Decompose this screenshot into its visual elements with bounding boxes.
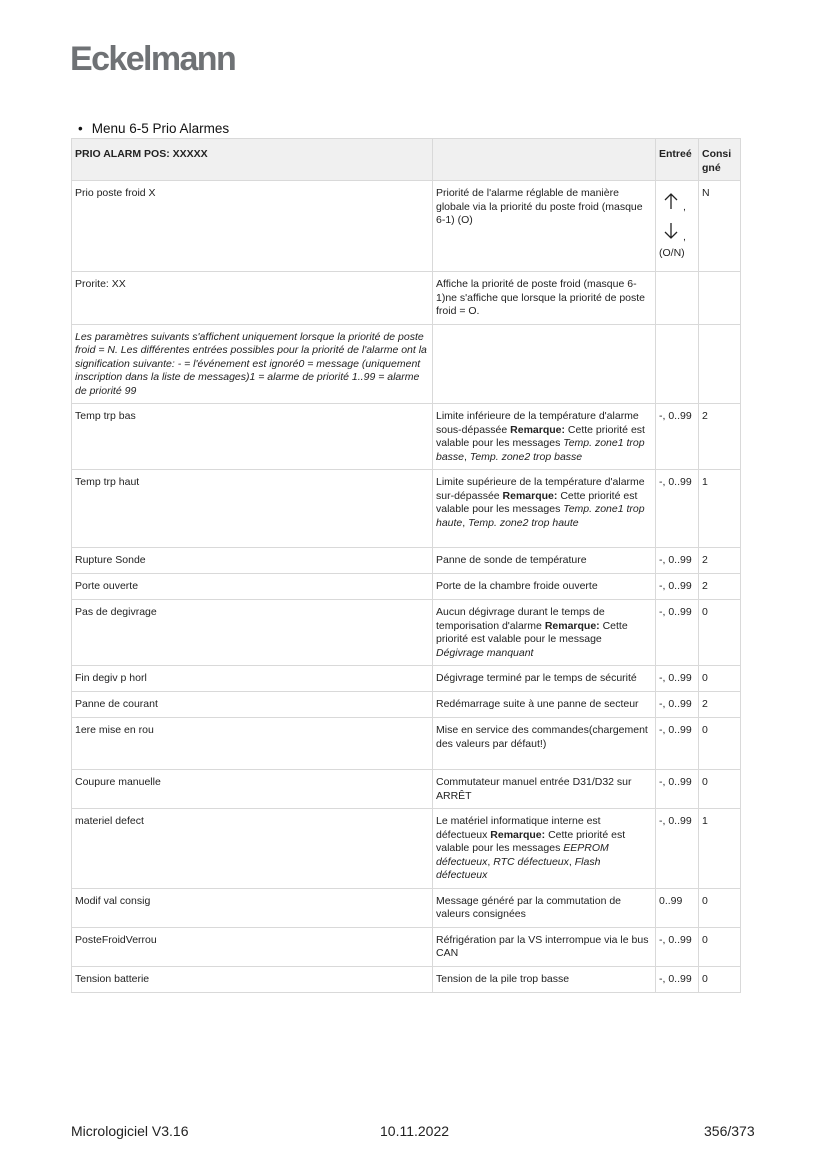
row-entry: -, 0..99 [656, 692, 699, 718]
row-value: 0 [699, 927, 741, 966]
note-blank [656, 324, 699, 404]
table-row [72, 600, 741, 666]
row-description: Message généré par la commutation de valeurs consignées [433, 888, 656, 927]
section-title: Menu 6-5 Prio Alarmes [91, 121, 230, 136]
arrow-up-icon [661, 191, 681, 211]
row-description: Le matériel informatique interne est défectueux Remarque: Cette priorité est valable pour les messages EEPROM défectueux, RTC défectueux, Flash défectueux [433, 809, 656, 889]
row-value: 2 [699, 548, 741, 574]
eckelmann-logo: Eckelmann [70, 40, 236, 78]
row-label: PosteFroidVerrou [72, 927, 433, 966]
row-value: 0 [699, 770, 741, 809]
note-row [72, 324, 741, 404]
row-entry: -, 0..99 [656, 470, 699, 548]
row-description: Mise en service des commandes(chargement des valeurs par défaut!) [433, 718, 656, 770]
note-text: Les paramètres suivants s'affichent uniquement lorsque la priorité de poste froid = N. Les différentes entrées possibles pour la priorité de l'alarme ont la signification suivante: - = l'événement est ignoré0 = message (uniquement inscription dans la liste de messages)1 = alarme de priorité 1..99 = alarme de priorité 99 [72, 324, 433, 404]
row-label: Temp trp haut [72, 470, 433, 548]
row-description: Aucun dégivrage durant le temps de temporisation d'alarme Remarque: Cette priorité est valable pour le message Dégivrage manquant [433, 600, 656, 666]
entry-options: (O/N) [659, 247, 685, 259]
table-row [72, 770, 741, 809]
header-cell-entry: Entreé [656, 139, 699, 181]
entry-separator: , [683, 201, 686, 213]
row-value: 2 [699, 404, 741, 470]
row-entry: -, 0..99 [656, 600, 699, 666]
row-label: Pas de degivrage [72, 600, 433, 666]
row-value: 0 [699, 718, 741, 770]
table-row [72, 404, 741, 470]
row-value: 1 [699, 470, 741, 548]
table-row [72, 927, 741, 966]
row-label: 1ere mise en rou [72, 718, 433, 770]
row-label: Porte ouverte [72, 574, 433, 600]
row-description: Limite inférieure de la température d'alarme sous-dépassée Remarque: Cette priorité est valable pour les messages Temp. zone1 trop basse, Temp. zone2 trop basse [433, 404, 656, 470]
row-label: Rupture Sonde [72, 548, 433, 574]
row-entry: 0..99 [656, 888, 699, 927]
row-value: 0 [699, 600, 741, 666]
row-description: Affiche la priorité de poste froid (masque 6-1)ne s'affiche que lorsque la priorité de poste froid = O. [433, 272, 656, 325]
footer-page-number: 356/373 [704, 1123, 755, 1139]
bullet-dot: • [78, 121, 83, 136]
row-value: 2 [699, 574, 741, 600]
table-row [72, 272, 741, 325]
row-label: Modif val consig [72, 888, 433, 927]
row-entry: -, 0..99 [656, 574, 699, 600]
header-cell-blank [433, 139, 656, 181]
prio-alarm-table [71, 138, 741, 993]
row-label: materiel defect [72, 809, 433, 889]
row-value: 0 [699, 888, 741, 927]
row-entry: -, 0..99 [656, 966, 699, 992]
row-label: Panne de courant [72, 692, 433, 718]
table-header-row [72, 139, 741, 181]
row-entry: -, 0..99 [656, 718, 699, 770]
row-description: Réfrigération par la VS interrompue via le bus CAN [433, 927, 656, 966]
row-entry: -, 0..99 [656, 927, 699, 966]
table-row [72, 666, 741, 692]
table-row [72, 966, 741, 992]
row-label: Temp trp bas [72, 404, 433, 470]
row-entry [656, 181, 699, 272]
arrow-down-icon [661, 221, 681, 241]
note-blank [433, 324, 656, 404]
row-description: Limite supérieure de la température d'alarme sur-dépassée Remarque: Cette priorité est valable pour les messages Temp. zone1 trop haute, Temp. zone2 trop haute [433, 470, 656, 548]
footer-firmware: Micrologiciel V3.16 [71, 1123, 189, 1139]
row-entry: -, 0..99 [656, 770, 699, 809]
row-description: Redémarrage suite à une panne de secteur [433, 692, 656, 718]
row-value: 2 [699, 692, 741, 718]
row-value: 0 [699, 966, 741, 992]
table-row [72, 809, 741, 889]
row-label: Fin degiv p horl [72, 666, 433, 692]
row-description: Commutateur manuel entrée D31/D32 sur ARRÊT [433, 770, 656, 809]
row-description: Panne de sonde de température [433, 548, 656, 574]
row-label: Tension batterie [72, 966, 433, 992]
table-row [72, 718, 741, 770]
row-description: Porte de la chambre froide ouverte [433, 574, 656, 600]
table-row [72, 574, 741, 600]
row-value [699, 272, 741, 325]
row-value: N [699, 181, 741, 272]
table-row [72, 548, 741, 574]
row-entry: -, 0..99 [656, 809, 699, 889]
row-label: Prio poste froid X [72, 181, 433, 272]
table-row [72, 888, 741, 927]
row-entry: -, 0..99 [656, 666, 699, 692]
row-value: 1 [699, 809, 741, 889]
row-description: Dégivrage terminé par le temps de sécurité [433, 666, 656, 692]
row-entry [656, 272, 699, 325]
row-description: Priorité de l'alarme réglable de manière globale via la priorité du poste froid (masque 6-1) (O) [433, 181, 656, 272]
note-blank [699, 324, 741, 404]
table-row [72, 692, 741, 718]
table-row [72, 181, 741, 272]
row-entry: -, 0..99 [656, 404, 699, 470]
row-label: Coupure manuelle [72, 770, 433, 809]
footer-date: 10.11.2022 [380, 1123, 450, 1139]
table-row [72, 470, 741, 548]
header-cell-title: PRIO ALARM POS: XXXXX [72, 139, 433, 181]
row-description: Tension de la pile trop basse [433, 966, 656, 992]
row-value: 0 [699, 666, 741, 692]
row-entry: -, 0..99 [656, 548, 699, 574]
header-cell-value: Consi gné [699, 139, 741, 181]
row-label: Prorite: XX [72, 272, 433, 325]
section-heading [78, 121, 229, 136]
entry-separator: , [683, 231, 686, 243]
